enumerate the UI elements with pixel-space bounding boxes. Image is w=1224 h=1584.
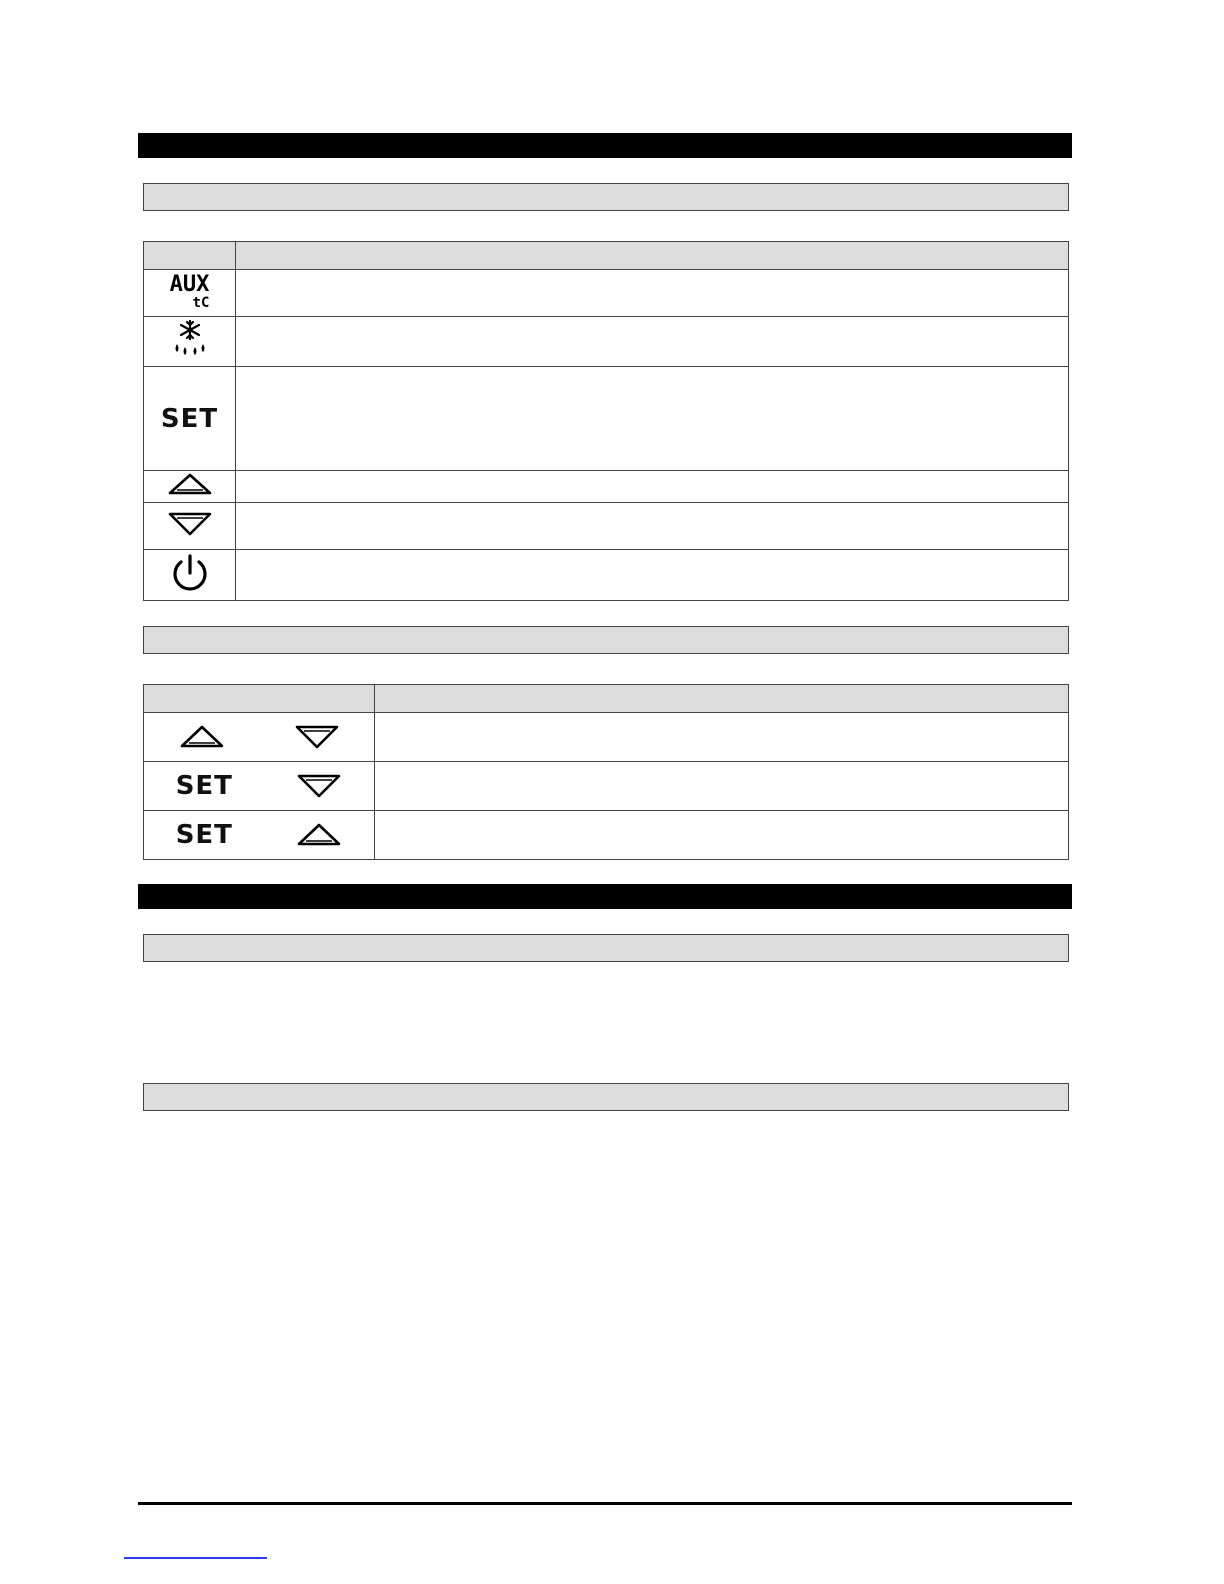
up-arrow-icon	[296, 822, 342, 848]
table-row	[144, 503, 1069, 550]
combo-keys-cell	[144, 811, 375, 860]
table-row	[144, 367, 1069, 471]
combo-table	[143, 684, 1069, 860]
row-description	[375, 762, 1069, 811]
row-description	[236, 317, 1069, 367]
aux-glyph-sub: tC	[192, 295, 210, 311]
table-row	[144, 471, 1069, 503]
combo-table-header-function	[375, 685, 1069, 713]
row-description	[375, 713, 1069, 762]
row-description	[375, 811, 1069, 860]
row-description	[236, 471, 1069, 503]
up-arrow-icon	[179, 724, 225, 750]
down-arrow-icon	[296, 773, 342, 799]
row-description	[236, 550, 1069, 601]
table-row	[144, 270, 1069, 317]
keys-table-header-key	[144, 242, 236, 270]
down-arrow-icon	[294, 724, 340, 750]
section-heading-bar-2	[138, 884, 1072, 909]
aux-tc-icon	[144, 270, 236, 317]
keys-table	[143, 241, 1069, 601]
subsection-heading-bar-1	[143, 183, 1069, 211]
set-icon: SET	[175, 820, 233, 850]
footer-rule	[138, 1502, 1072, 1505]
row-description	[236, 503, 1069, 550]
keys-table-header-function	[236, 242, 1069, 270]
row-description	[236, 367, 1069, 471]
table-row	[144, 550, 1069, 601]
combo-table-header-keys	[144, 685, 375, 713]
table-row	[144, 762, 1069, 811]
combo-table-header	[144, 685, 1069, 713]
defrost-icon	[144, 317, 236, 367]
table-row	[144, 317, 1069, 367]
up-arrow-icon	[144, 471, 236, 503]
subsection-heading-bar-2	[143, 626, 1069, 654]
table-row	[144, 713, 1069, 762]
power-icon	[144, 550, 236, 601]
set-glyph: SET	[160, 403, 219, 434]
subsection-heading-bar-3	[143, 934, 1069, 962]
section-heading-bar-1	[138, 133, 1072, 158]
set-icon: SET	[175, 771, 233, 801]
footer-link-underline[interactable]	[124, 1557, 267, 1559]
row-description	[236, 270, 1069, 317]
keys-table-header	[144, 242, 1069, 270]
combo-keys-cell	[144, 762, 375, 811]
down-arrow-icon	[144, 503, 236, 550]
set-icon	[144, 367, 236, 471]
aux-glyph-main: AUX	[169, 272, 210, 297]
subsection-heading-bar-4	[143, 1083, 1069, 1111]
combo-keys-cell	[144, 713, 375, 762]
table-row	[144, 811, 1069, 860]
